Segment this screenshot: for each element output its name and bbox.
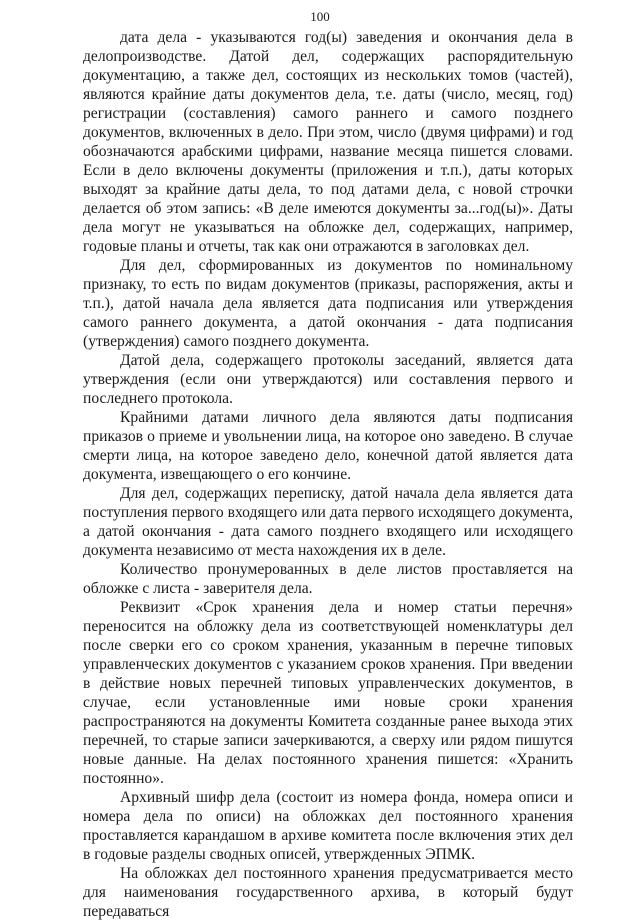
document-body (83, 28, 573, 921)
paragraph-archive-name: На обложках дел постоянного хранения предусматривается место для наименования государственного архива, в который будут передаваться (83, 865, 573, 920)
paragraph-sheet-count: Количество пронумерованных в деле листов проставляется на обложке с листа - заверителя дела. (83, 561, 573, 597)
paragraph-archive-code: Архивный шифр дела (состоит из номера фонда, номера описи и номера дела по описи) на обложках дел постоянного хранения проставляется карандашом в архиве комитета после включения этих дел в годовые разделы сводных описей, утвержденных ЭПМК. (83, 789, 573, 863)
paragraph-protocol-dates: Датой дела, содержащего протоколы заседаний, является дата утверждения (если они утверждаются) или составления первого и последнего протокола. (83, 352, 573, 407)
paragraph-case-dates: дата дела - указываются год(ы) заведения и окончания дела в делопроизводстве. Датой дел, содержащих распорядительную документацию, а также дел, состоящих из нескольких томов (частей), являются крайние даты документов дела, т.е. даты (число, месяц, год) регистрации (составления) самого раннего и самого позднего документов, включенных в дело. При этом, число (двумя цифрами) и год обозначаются арабскими цифрами, название месяца пишется словами. Если в дело включены документы (приложения и т.п.), даты которых выходят за крайние даты дела, то под датами дела, с новой строчки делается об этом запись: «В деле имеются документы за...год(ы)». Даты дела могут не указываться на обложке дел, содержащих, например, годовые планы и отчеты, так как они отражаются в заголовках дел. (83, 29, 573, 255)
page-number: 100 (310, 9, 330, 24)
paragraph-personal-file-dates: Крайними датами личного дела являются даты подписания приказов о приеме и увольнении лица, на которое оно заведено. В случае смерти лица, на которое заведено дело, конечной датой является дата документа, извещающего о его кончине. (83, 409, 573, 483)
paragraph-retention-period: Реквизит «Срок хранения дела и номер статьи перечня» переносится на обложку дела из соответствующей номенклатуры дел после сверки его со сроком хранения, указанным в перечне типовых управленческих документов с указанием сроков хранения. При введении в действие новых перечней типовых управленческих документов, в случае, если установленные ими новые сроки хранения распространяются на документы Комитета созданные ранее выхода этих перечней, то старые записи зачеркиваются, а сверху или рядом пишутся новые данные. На делах постоянного хранения пишется: «Хранить постоянно». (83, 599, 573, 787)
paragraph-correspondence-dates: Для дел, содержащих переписку, датой начала дела является дата поступления первого входящего или дата первого исходящего документа, а датой окончания - дата самого позднего входящего или исходящего документа независимо от места нахождения их в деле. (83, 485, 573, 559)
paragraph-nominal-dates: Для дел, сформированных из документов по номинальному признаку, то есть по видам документов (приказы, распоряжения, акты и т.п.), датой начала дела является дата подписания или утверждения самого раннего документа, а датой окончания - дата подписания (утверждения) самого позднего документа. (83, 257, 573, 350)
